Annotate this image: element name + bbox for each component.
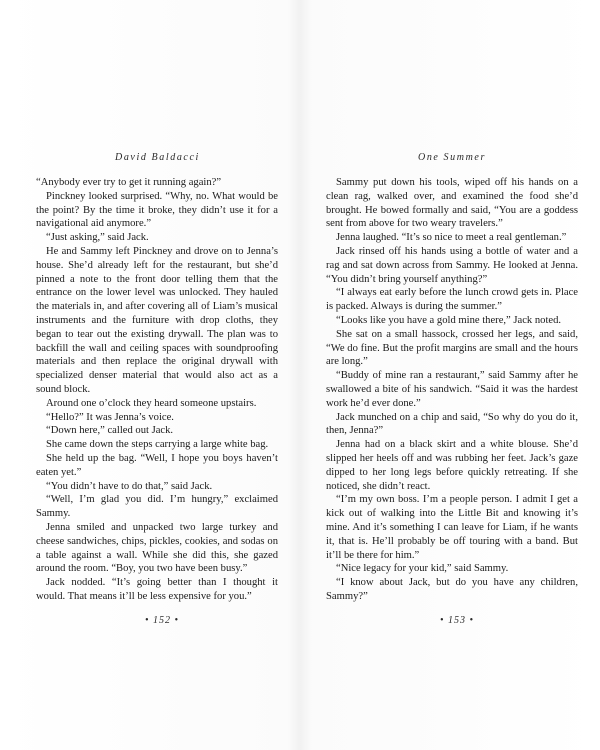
paragraph: Jenna had on a black skirt and a white blouse. She’d slipped her heels off and was rubbing her feet. Jack’s gaze dipped to her long legs before quickly retreating. If she noticed, she didn’t react.: [326, 439, 578, 492]
right-page-body: [326, 176, 578, 604]
paragraph: “You didn’t have to do that,” said Jack.: [46, 480, 213, 492]
paragraph: “Looks like you have a gold mine there,” Jack noted.: [336, 314, 562, 326]
paragraph: Jack nodded. “It’s going better than I thought it would. That means it’ll be less expensive for you.”: [36, 577, 278, 602]
paragraph: Jenna laughed. “It’s so nice to meet a real gentleman.”: [336, 232, 567, 244]
running-head-title: One Summer: [418, 152, 486, 163]
paragraph: Jenna smiled and unpacked two large turkey and cheese sandwiches, chips, pickles, cookies, and sodas on a table against a wall. While she did this, she gazed around the room. “Boy, you two have been busy.”: [36, 521, 278, 575]
page-number: • 153 •: [440, 615, 475, 626]
running-head-author: David Baldacci: [115, 152, 200, 163]
paragraph: “Hello?” It was Jenna’s voice.: [46, 411, 174, 423]
page-number: • 152 •: [145, 615, 180, 626]
paragraph: He and Sammy left Pinckney and drove on to Jenna’s house. She’d already left for the restaurant, but she’d pinned a note to the front door telling them that the entrance on the lower level was unlocked. They hauled the materials in, and after covering all of Liam’s musical instruments and the furniture with drop cloths, they began to tear out the existing drywall. The plan was to backfill the wall and ceiling spaces with soundproofing materials and then replace the original drywall with specialized denser material that would also act as a sound block.: [36, 245, 278, 395]
paragraph: Pinckney looked surprised. “Why, no. What would be the point? By the time it broke, they didn’t use it for a navigational aid anymore.”: [36, 190, 278, 230]
paragraph: She came down the steps carrying a large white bag.: [46, 439, 269, 451]
paragraph: Sammy put down his tools, wiped off his hands on a clean rag, walked over, and examined the food she’d brought. He bowed formally and said, “You are a goddess sent from above for two weary travelers.”: [326, 177, 578, 230]
paragraph: “Well, I’m glad you did. I’m hungry,” exclaimed Sammy.: [36, 494, 278, 520]
paragraph: “I’m my own boss. I’m a people person. I admit I get a kick out of walking into the Little Bit and knowing it’s mine. And it’s something I can leave for Liam, if he wants it, that is. He’ll probably be off touring with a band. But it’ll be there for him.”: [326, 494, 578, 561]
left-page-body: [36, 176, 278, 604]
paragraph: “Down here,” called out Jack.: [46, 425, 174, 437]
paragraph: “Nice legacy for your kid,” said Sammy.: [336, 563, 509, 575]
paragraph: “Just asking,” said Jack.: [46, 232, 149, 244]
paragraph: Jack munched on a chip and said, “So why do you do it, then, Jenna?”: [326, 411, 578, 437]
paragraph: “Buddy of mine ran a restaurant,” said Sammy after he swallowed a bite of his sandwich. “Said it was the hardest work he’d ever done.”: [326, 370, 578, 409]
paragraph: She held up the bag. “Well, I hope you boys haven’t eaten yet.”: [36, 452, 278, 478]
paragraph: “I always eat early before the lunch crowd gets in. Place is packed. Always is during the summer.”: [326, 287, 578, 313]
paragraph: Around one o’clock they heard someone upstairs.: [46, 397, 257, 409]
paragraph: She sat on a small hassock, crossed her legs, and said, “We do fine. But the profit margins are small and the hours are long.”: [326, 328, 578, 368]
paragraph: “I know about Jack, but do you have any children, Sammy?”: [326, 577, 578, 602]
paragraph: Jack rinsed off his hands using a bottle of water and a rag and sat down across from Sammy. He looked at Jenna. “You didn’t bring yourself anything?”: [326, 245, 578, 285]
paragraph: “Anybody ever try to get it running again?”: [36, 177, 222, 188]
right-page: [300, 0, 600, 750]
